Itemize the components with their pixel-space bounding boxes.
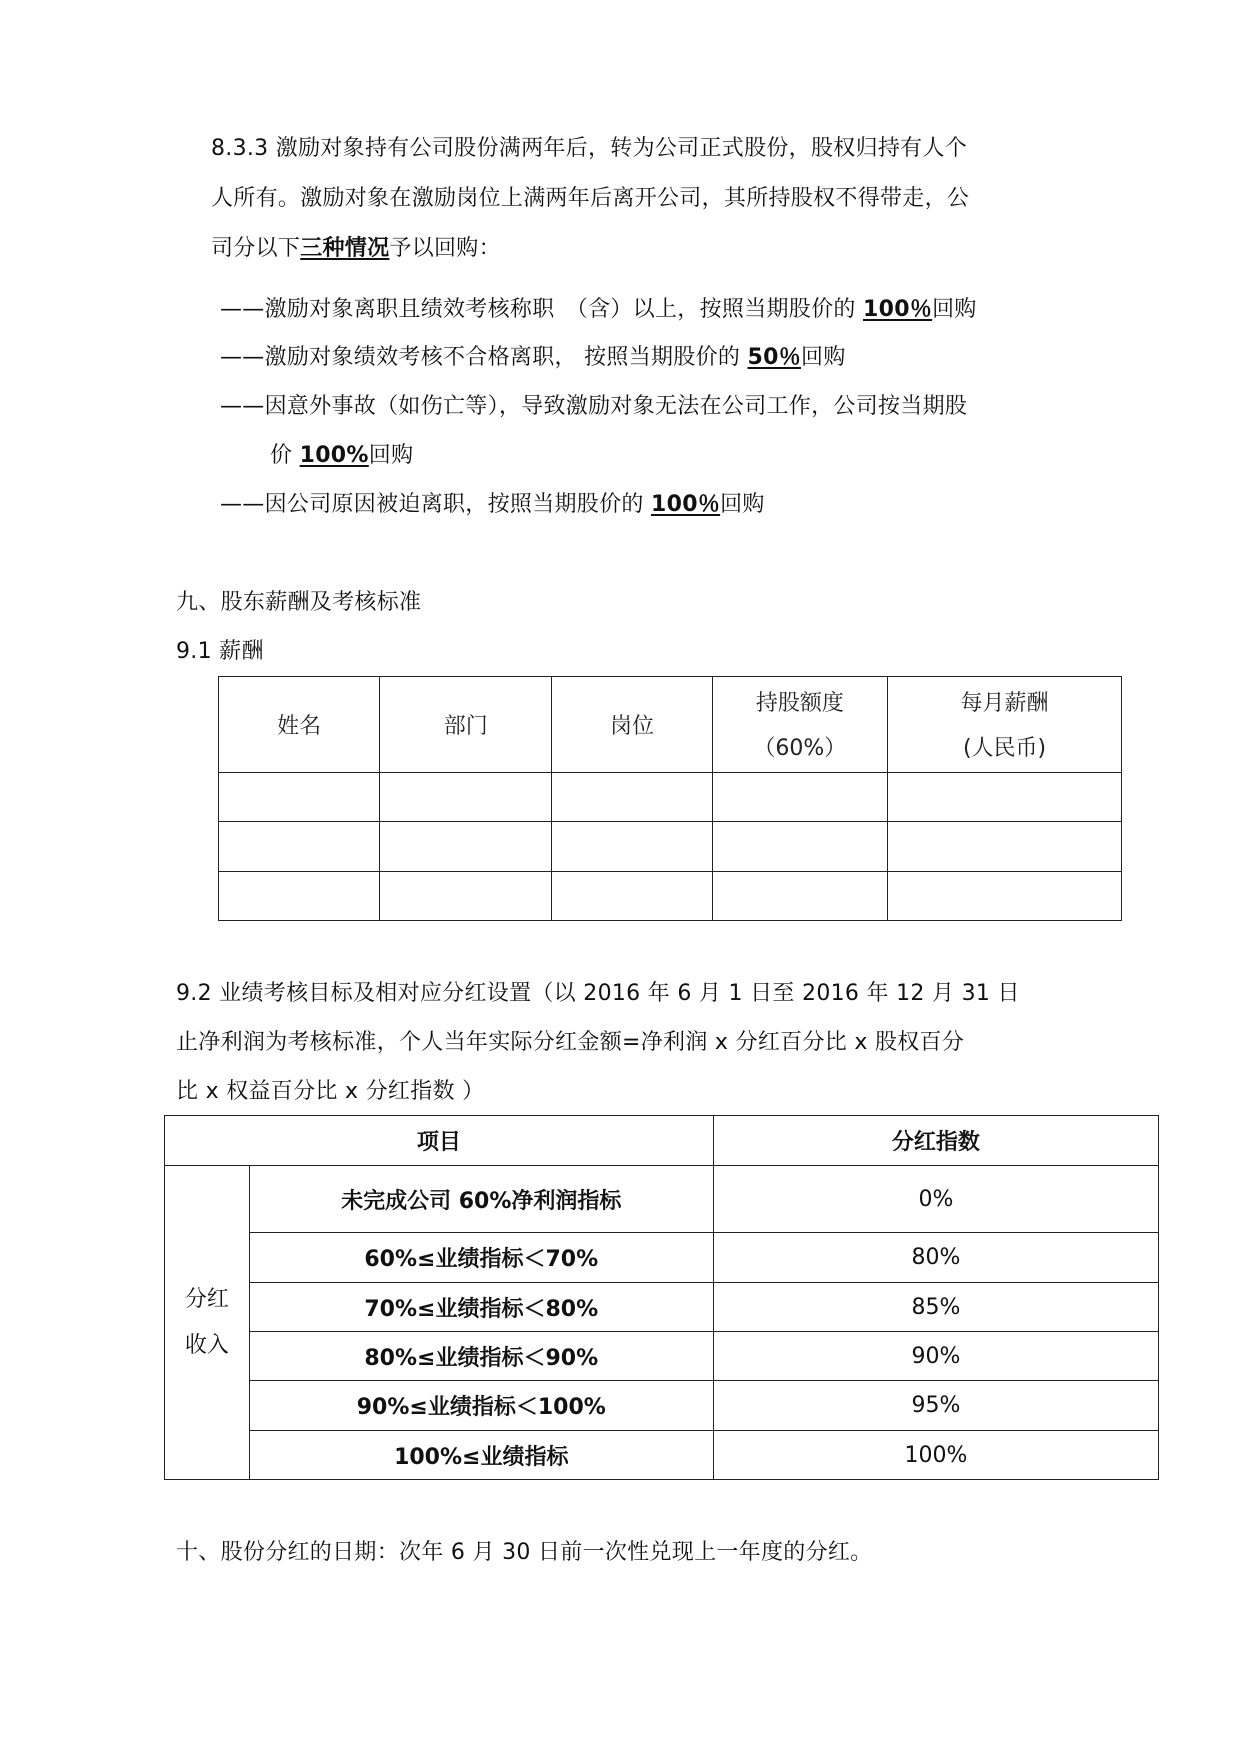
index-cell: 90% [713, 1332, 1158, 1381]
header-bonus-index: 分红指数 [713, 1116, 1158, 1166]
table-row [165, 1431, 1159, 1480]
para-text: 司分以下 [211, 236, 301, 261]
table-row [219, 872, 1122, 921]
table-cell[interactable] [552, 872, 712, 921]
header-name: 姓名 [219, 677, 380, 773]
header-salary-line1: 每月薪酬 [960, 690, 1049, 716]
item-text: 回购 [932, 297, 977, 322]
header-salary-line2: (人民币) [962, 735, 1047, 761]
buyback-item-3 [220, 392, 967, 422]
para-9-2-line2: 止净利润为考核标准，个人当年实际分红金额=净利润 x 分红百分比 x 股权百分 [176, 1030, 965, 1055]
table-cell[interactable] [888, 872, 1122, 921]
item-text: 回购 [720, 492, 765, 517]
table-row [165, 1166, 1159, 1233]
buyback-item-1 [220, 295, 977, 325]
para-9-2-line3: 比 x 权益百分比 x 分红指数 ） [176, 1079, 485, 1104]
para-8-3-3-line3 [211, 234, 501, 264]
header-department: 部门 [380, 677, 552, 773]
table-row [165, 1233, 1159, 1283]
buyback-item-2 [220, 343, 846, 373]
index-cell: 0% [713, 1166, 1158, 1233]
index-cell: 80% [713, 1233, 1158, 1283]
para-text: 予以回购： [389, 236, 501, 261]
item-text: 回购 [368, 443, 414, 468]
table-header-row [165, 1116, 1159, 1166]
item-text: ——激励对象绩效考核不合格离职， 按照当期股价的 [220, 345, 748, 370]
table-row [219, 822, 1122, 872]
buyback-item-3-cont [270, 441, 413, 471]
item-text: ——因公司原因被迫离职，按照当期股价的 [220, 492, 651, 517]
table-cell[interactable] [552, 822, 712, 872]
percent-emphasis: 100% [299, 443, 369, 468]
section-10-text: 十、股份分红的日期：次年 6 月 30 日前一次性兑现上一年度的分红。 [176, 1540, 873, 1565]
section-9-1-heading: 9.1 薪酬 [176, 639, 264, 664]
section-9-heading: 九、股东薪酬及考核标准 [176, 590, 422, 615]
condition-cell: 60%≤业绩指标＜70% [249, 1233, 713, 1283]
para-8-3-3-line1: 8.3.3 激励对象持有公司股份满两年后，转为公司正式股份，股权归持有人个 [211, 136, 968, 161]
table-cell[interactable] [219, 773, 380, 822]
table-row [165, 1332, 1159, 1381]
item-text: ——因意外事故（如伤亡等），导致激励对象无法在公司工作，公司按当期股 [220, 394, 968, 419]
condition-cell: 100%≤业绩指标 [249, 1431, 713, 1480]
percent-emphasis: 100％ [863, 297, 933, 322]
percent-emphasis: 100％ [651, 492, 721, 517]
header-shareholding-line1: 持股额度 [755, 690, 844, 716]
table-cell[interactable] [219, 822, 380, 872]
table-row [219, 773, 1122, 822]
table-cell[interactable] [380, 773, 552, 822]
index-cell: 95% [713, 1381, 1158, 1431]
group-label-line1: 分红 [184, 1286, 229, 1312]
emphasis-three-cases: 三种情况 [300, 236, 390, 261]
group-label-line2: 收入 [184, 1332, 229, 1358]
header-shareholding-line2: （60%） [753, 735, 847, 761]
condition-cell: 90%≤业绩指标＜100% [249, 1381, 713, 1431]
table-cell[interactable] [888, 773, 1122, 822]
table-cell[interactable] [380, 822, 552, 872]
bonus-index-table [164, 1115, 1159, 1480]
table-row [165, 1283, 1159, 1332]
index-cell: 100% [713, 1431, 1158, 1480]
condition-cell: 80%≤业绩指标＜90% [249, 1332, 713, 1381]
table-cell[interactable] [712, 773, 888, 822]
buyback-item-4 [220, 490, 765, 520]
para-8-3-3-line2: 人所有。激励对象在激励岗位上满两年后离开公司，其所持股权不得带走，公 [211, 186, 970, 211]
table-cell[interactable] [380, 872, 552, 921]
table-cell[interactable] [219, 872, 380, 921]
header-shareholding [712, 677, 888, 773]
para-9-2-line1: 9.2 业绩考核目标及相对应分红设置（以 2016 年 6 月 1 日至 2016 年 12 月 31 日 [176, 981, 1020, 1006]
percent-emphasis: 50％ [747, 345, 802, 370]
table-header-row [219, 677, 1122, 773]
header-monthly-salary [888, 677, 1122, 773]
table-cell[interactable] [888, 822, 1122, 872]
condition-cell: 70%≤业绩指标＜80% [249, 1283, 713, 1332]
condition-cell: 未完成公司 60%净利润指标 [249, 1166, 713, 1233]
table-cell[interactable] [552, 773, 712, 822]
table-cell[interactable] [712, 872, 888, 921]
item-text: 回购 [801, 345, 846, 370]
index-cell: 85% [713, 1283, 1158, 1332]
item-text: 价 [270, 443, 300, 468]
header-item: 项目 [165, 1116, 714, 1166]
table-cell[interactable] [712, 822, 888, 872]
item-text: ——激励对象离职且绩效考核称职 （含）以上，按照当期股价的 [220, 297, 863, 322]
table-row [165, 1381, 1159, 1431]
salary-table [218, 676, 1122, 921]
header-position: 岗位 [552, 677, 712, 773]
group-label-dividend-income [165, 1166, 250, 1480]
